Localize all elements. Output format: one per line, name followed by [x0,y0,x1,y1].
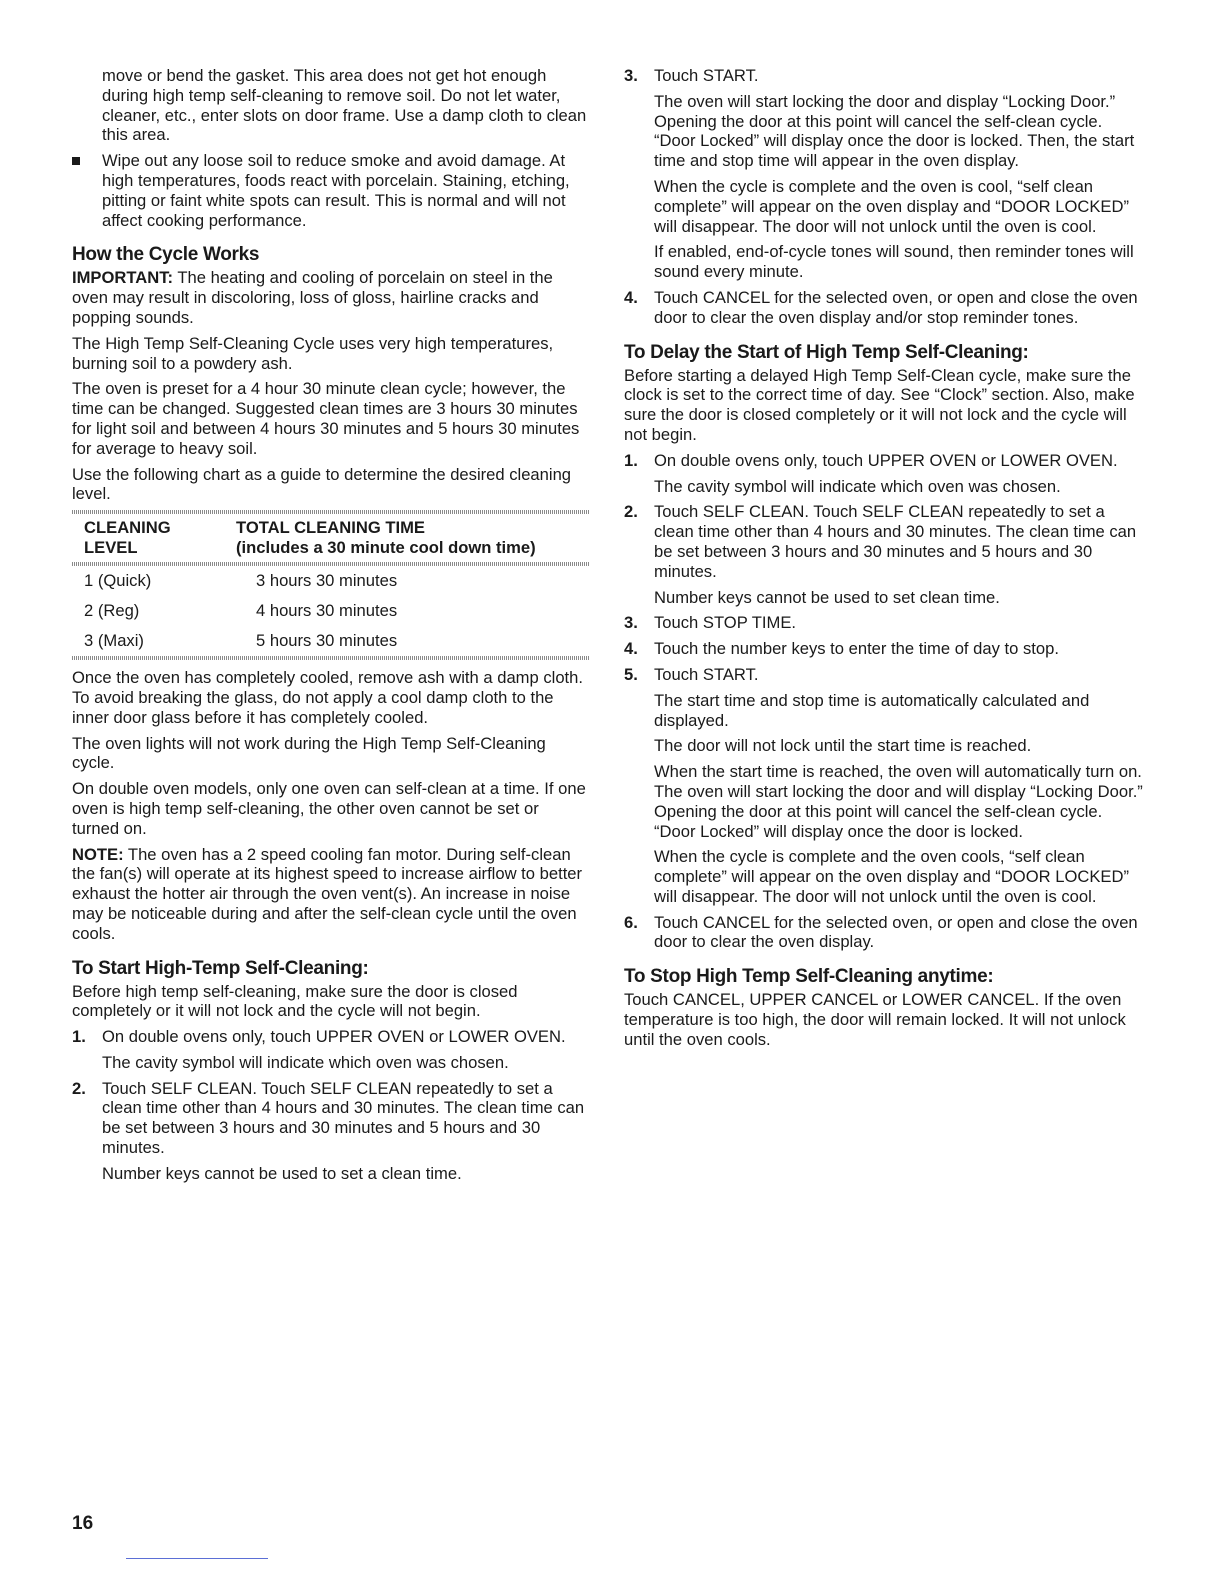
delay-step-4 [624,639,1144,659]
header-cleaning-level: CLEANING LEVEL [84,518,171,558]
step-number: 3. [624,613,638,633]
left-column [72,66,590,1190]
step-detail: When the cycle is complete and the oven cools, “self clean complete” will appear on the oven display and “DOOR LOCKED” will disappear. The door will not unlock until the oven is cool. [654,847,1129,906]
start-step-4 [624,288,1144,328]
square-bullet-icon [72,157,80,165]
step-number: 4. [624,287,638,307]
table-header-row [72,514,590,562]
header-total-time [224,514,590,562]
header-total-time-line2: (includes a 30 minute cool down time) [236,538,536,558]
row-level: 1 (Quick) [84,571,152,591]
step-detail: The start time and stop time is automatically calculated and displayed. [654,690,1090,730]
step-detail: Number keys cannot be used to set a clean time. [102,1163,462,1183]
step-detail: When the cycle is complete and the oven is cool, “self clean complete” will appear on the oven display and “DOOR LOCKED” will disappear. The door will not unlock until the oven is cool. [654,176,1129,236]
step-number: 4. [624,639,638,659]
row-level: 3 (Maxi) [84,631,144,651]
start-self-clean-heading: To Start High-Temp Self-Cleaning: [72,957,369,979]
step-detail: The oven will start locking the door and display “Locking Door.” Opening the door at this point will cancel the self-clean cycle. “Door Locked” will display once the door is locked. Then, the start time and stop time will appear in the oven display. [654,91,1135,171]
step-text: Touch CANCEL for the selected oven, or open and close the oven door to clear the oven display. [654,912,1138,952]
note-label: NOTE: [72,844,124,864]
step-number: 2. [624,502,638,522]
step-number: 2. [72,1078,86,1098]
page-number: 16 [72,1513,94,1534]
important-note [72,268,590,327]
start-step-2 [72,1079,590,1158]
right-column [624,66,1144,1056]
step-text: Touch SELF CLEAN. Touch SELF CLEAN repeatedly to set a clean time other than 4 hours and 30 minutes. The clean time can be set between 3 hours and 30 minutes and 5 hours and 30 minutes. [102,1078,585,1158]
table-row [72,596,590,626]
step-detail: When the start time is reached, the oven will automatically turn on. The oven will start locking the door and will display “Locking Door.” Opening the door at this point will cancel the self-clean cycle. “Door Locked” will display once the door is locked. [654,762,1143,841]
step-detail: The cavity symbol will indicate which oven was chosen. [102,1052,509,1072]
table-row [72,626,590,656]
step-text: Touch STOP TIME. [654,613,797,633]
wipe-bullet [72,151,590,230]
row-time: 3 hours 30 minutes [256,571,398,591]
step-text: Touch CANCEL for the selected oven, or open and close the oven door to clear the oven display and/or stop reminder tones. [654,287,1138,327]
delay-step-6 [624,913,1144,953]
step-text: Touch START. [654,664,759,684]
wipe-bullet-text: Wipe out any loose soil to reduce smoke and avoid damage. At high temperatures, foods react with porcelain. Staining, etching, pitting or faint white spots can result. This is normal and will not affect cooking performance. [102,151,570,230]
lights-paragraph: The oven lights will not work during the High Temp Self-Cleaning cycle. [72,733,546,773]
step-detail: If enabled, end-of-cycle tones will sound, then reminder tones will sound every minute. [654,242,1134,282]
footer-rule [126,1558,268,1559]
start-step-1 [72,1027,590,1047]
chart-guide-paragraph: Use the following chart as a guide to determine the desired cleaning level. [72,464,572,504]
before-start-paragraph: Before high temp self-cleaning, make sure the door is closed completely or it will not lock and the cycle will not begin. [72,981,518,1021]
stop-paragraph: Touch CANCEL, UPPER CANCEL or LOWER CANCEL. If the oven temperature is too high, the door will remain locked. It will not unlock until the oven cools. [624,990,1126,1049]
delay-step-2 [624,502,1144,581]
step-number: 1. [72,1027,86,1047]
gasket-continued-text: move or bend the gasket. This area does not get hot enough during high temp self-cleaning to remove soil. Do not let water, cleaner, etc., enter slots on door frame. Use a damp cloth to clean this area. [102,66,587,145]
row-time: 5 hours 30 minutes [256,631,398,651]
step-text: On double ovens only, touch UPPER OVEN or LOWER OVEN. [654,450,1118,470]
step-text: Touch SELF CLEAN. Touch SELF CLEAN repeatedly to set a clean time other than 4 hours and 30 minutes. The clean time can be set between 3 hours and 30 minutes and 5 hours and 30 minutes. [654,502,1137,581]
double-oven-paragraph: On double oven models, only one oven can self-clean at a time. If one oven is high temp self-cleaning, the other oven cannot be set or turned on. [72,779,586,838]
high-temp-paragraph: The High Temp Self-Cleaning Cycle uses very high temperatures, burning soil to a powdery ash. [72,333,554,373]
step-detail: Number keys cannot be used to set clean time. [654,587,1000,607]
step-number: 6. [624,912,638,932]
delay-before-paragraph: Before starting a delayed High Temp Self-Clean cycle, make sure the clock is set to the correct time of day. See “Clock” section. Also, make sure the door is closed completely or it will not lock and the cycle will not begin. [624,365,1135,444]
table-row [72,566,590,596]
note-text: The oven has a 2 speed cooling fan motor. During self-clean the fan(s) will operate at its highest speed to increase airflow to better exhaust the hotter air through the oven vent(s). An increase in noise may be noticeable during and after the self-clean cycle until the oven cools. [72,844,583,943]
how-cycle-works-heading: How the Cycle Works [72,244,260,266]
step-text: Touch the number keys to enter the time of day to stop. [654,639,1059,659]
start-step-3 [624,66,1144,86]
step-number: 3. [624,66,638,85]
delay-step-5 [624,665,1144,685]
delay-start-heading: To Delay the Start of High Temp Self-Cleaning: [624,341,1029,363]
step-number: 5. [624,664,638,684]
important-text: The heating and cooling of porcelain on steel in the oven may result in discoloring, loss of gloss, hairline cracks and popping sounds. [72,268,553,327]
step-detail: The door will not lock until the start time is reached. [654,736,1032,756]
step-number: 1. [624,450,638,470]
important-label: IMPORTANT: [72,268,174,288]
step-text: Touch START. [654,66,759,85]
preset-paragraph: The oven is preset for a 4 hour 30 minute clean cycle; however, the time can be changed. Suggested clean times are 3 hours 30 minutes for light soil and between 4 hours 30 minutes and 5 hours 30 minutes for average to heavy soil. [72,379,580,458]
cooled-paragraph: Once the oven has completely cooled, remove ash with a damp cloth. To avoid breaking the glass, do not apply a cool damp cloth to the inner door glass before it has completely cooled. [72,668,583,727]
cleaning-level-table [72,510,590,660]
fan-note [72,845,590,944]
row-level: 2 (Reg) [84,601,140,621]
delay-step-3 [624,613,1144,633]
row-time: 4 hours 30 minutes [256,601,398,621]
header-total-time-line1: TOTAL CLEANING TIME [236,518,425,538]
step-text: On double ovens only, touch UPPER OVEN or LOWER OVEN. [102,1027,566,1047]
table-bottom-rule [72,656,590,660]
stop-self-clean-heading: To Stop High Temp Self-Cleaning anytime: [624,966,994,988]
step-detail: The cavity symbol will indicate which oven was chosen. [654,476,1061,496]
delay-step-1 [624,451,1144,471]
